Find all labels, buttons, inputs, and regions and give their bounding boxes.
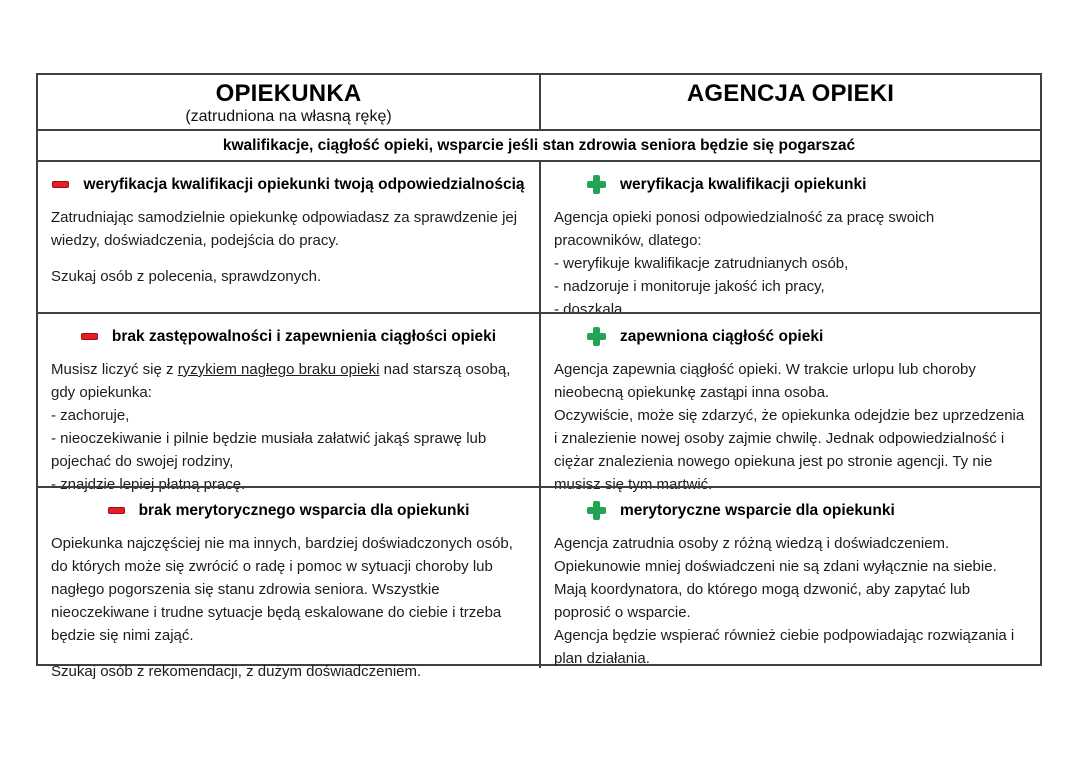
minus-icon — [108, 507, 125, 514]
underlined-phrase: ryzykiem nagłego braku opieki — [177, 361, 380, 378]
paragraph: Oczywiście, może się zdarzyć, że opiekunka odejdzie bez uprzedzenia i znalezienie nowej osoby zajmie chwilę. Jednak odpowiedzialność i ciężar znalezienia nowego opiekuna jest po stronie agencji. Ty nie musisz się tym martwić. — [554, 407, 1025, 493]
cell-r1-agencja — [539, 160, 1040, 318]
cell-r3-left-heading — [51, 500, 526, 521]
cell-r3-right-heading — [554, 500, 1027, 521]
paragraph: Szukaj osób z polecenia, sprawdzonych. — [51, 268, 322, 285]
column-title-opiekunka: OPIEKUNKA — [215, 80, 362, 107]
column-subtitle-opiekunka: (zatrudniona na własną rękę) — [185, 108, 392, 125]
paragraph: Agencja zatrudnia osoby z różną wiedzą i doświadczeniem. — [554, 535, 950, 552]
comparison-table — [36, 73, 1042, 680]
cell-r2-left-heading-label: brak zastępowalności i zapewnienia ciągłości opieki — [111, 328, 497, 345]
plus-icon — [587, 501, 606, 520]
plus-icon — [587, 175, 606, 194]
cell-r1-right-heading — [554, 174, 1027, 195]
list-item: - znajdzie lepiej płatną pracę. — [51, 476, 246, 493]
cell-r3-left-heading-label: brak merytorycznego wsparcia dla opiekunki — [138, 502, 470, 519]
criteria-banner: kwalifikacje, ciągłość opieki, wsparcie jeśli stan zdrowia seniora będzie się pogarszać — [38, 129, 1040, 160]
paragraph: Agencja będzie wspierać również ciebie podpowiadając rozwiązania i plan działania. — [554, 627, 1015, 667]
paragraph — [51, 358, 526, 404]
cell-r1-left-heading-label: weryfikacja kwalifikacji opiekunki twoją odpowiedzialnością — [83, 176, 525, 193]
cell-r1-left-heading — [51, 174, 526, 195]
cell-r2-right-heading — [554, 326, 1027, 347]
header-cell-agencja — [539, 75, 1040, 129]
cell-r2-right-heading-label: zapewniona ciągłość opieki — [620, 328, 824, 345]
cell-r3-right-heading-label: merytoryczne wsparcie dla opiekunki — [620, 502, 895, 519]
paragraph: Opiekunowie mniej doświadczeni nie są zdani wyłącznie na siebie. Mają koordynatora, do którego mogą dzwonić, aby zapytać lub poprosić o wsparcie. — [554, 558, 997, 621]
list-item: - nieoczekiwanie i pilnie będzie musiała załatwić jakąś sprawę lub pojechać do swojej rodziny, — [51, 430, 487, 470]
cell-r1-opiekunka — [38, 160, 539, 312]
list-item: - nadzoruje i monitoruje jakość ich pracy, — [554, 278, 825, 295]
list-item: - weryfikuje kwalifikacje zatrudnianych osób, — [554, 255, 849, 272]
column-title-agencja: AGENCJA OPIEKI — [686, 80, 895, 107]
paragraph: Agencja opieki ponosi odpowiedzialność za pracę swoich pracowników, dlatego: — [554, 209, 935, 249]
paragraph-text: Musisz liczyć się z — [51, 361, 178, 378]
list-item: - zachoruje, — [51, 407, 130, 424]
paragraph: Opiekunka najczęściej nie ma innych, bardziej doświadczonych osób, do których może się zwrócić o radę i pomoc w sytuacji choroby lub nagłego pogorszenia się stanu zdrowia seniora. Wszystkie nieoczekiwane i trudne sytuacje będą eskalowane do ciebie i trzeba będzie się nimi zająć. — [51, 535, 513, 644]
cell-r3-agencja — [539, 486, 1040, 668]
cell-r2-opiekunka — [38, 312, 539, 493]
paragraph: Zatrudniając samodzielnie opiekunkę odpowiadasz za sprawdzenie jej wiedzy, doświadczenia, podejścia do pracy. — [51, 209, 518, 249]
plus-icon — [587, 327, 606, 346]
cell-r3-opiekunka — [38, 486, 539, 680]
header-cell-opiekunka — [38, 75, 539, 129]
minus-icon — [52, 181, 69, 188]
paragraph: Agencja zapewnia ciągłość opieki. W trakcie urlopu lub choroby nieobecną opiekunkę zastąpi inna osoba. — [554, 361, 976, 401]
list-item: - doszkala. — [554, 301, 627, 318]
cell-r1-right-heading-label: weryfikacja kwalifikacji opiekunki — [620, 176, 867, 193]
cell-r2-left-heading — [51, 326, 526, 347]
minus-icon — [81, 333, 98, 340]
paragraph-text: nad starszą osobą, gdy opiekunka: — [51, 361, 511, 401]
paragraph: Szukaj osób z rekomendacji, z dużym doświadczeniem. — [51, 663, 422, 680]
cell-r2-agencja — [539, 312, 1040, 493]
